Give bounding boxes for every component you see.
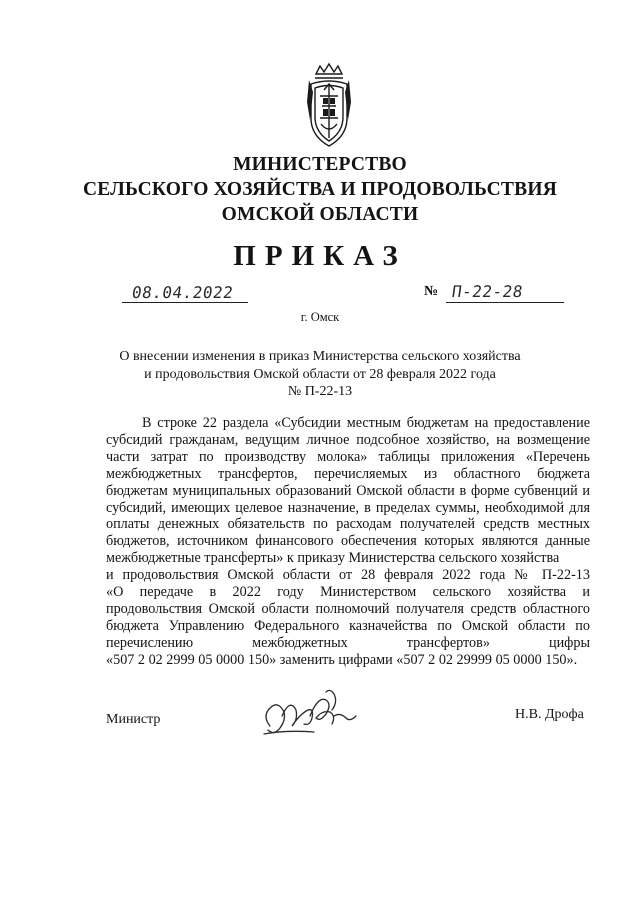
body-line: и продовольствия Омской области от 28 февраля 2022 года № П-22-13	[106, 567, 590, 584]
subject-line-2: и продовольствия Омской области от 28 февраля 2022 года	[144, 366, 496, 382]
ministry-name-line-1: МИНИСТЕРСТВО	[233, 154, 407, 175]
body-line: субсидий гражданам, ведущим личное подсобное хозяйство, на возмещение	[106, 431, 590, 448]
ministry-name-line-3: ОМСКОЙ ОБЛАСТИ	[221, 204, 419, 225]
subject-line-1: О внесении изменения в приказ Министерства сельского хозяйства	[119, 349, 521, 364]
handwritten-signature-icon	[256, 686, 360, 746]
document-type-title: ПРИКАЗ	[233, 240, 407, 272]
signatory-role: Министр	[106, 712, 161, 727]
body-line: межбюджетных трансфертов, перечисляемых из областного бюджета	[106, 465, 590, 482]
body-line: бюджета Управлению Федерального казначейства по Омской области по	[106, 617, 590, 634]
body-line: В строке 22 раздела «Субсидии местным бюджетам на предоставление	[142, 415, 590, 431]
order-date: 08.04.2022	[130, 283, 235, 302]
order-subject	[0, 348, 640, 401]
order-body	[106, 415, 590, 669]
omsk-coat-of-arms-icon	[304, 62, 354, 148]
signatory-name: Н.В. Дрофа	[515, 707, 584, 722]
order-number-field	[446, 280, 564, 303]
body-line: бюджетов, источником финансового обеспечения которых являются данные	[106, 533, 590, 550]
body-line: межбюджетные трансферты» к приказу Министерства сельского хозяйства	[106, 550, 560, 567]
issue-city: г. Омск	[300, 310, 340, 324]
body-line: продовольствия Омской области полномочий получателя средств областного	[106, 600, 590, 617]
body-line: части затрат по производству молока» таблицы приложения «Перечень	[106, 448, 590, 465]
ministry-name-line-2: СЕЛЬСКОГО ХОЗЯЙСТВА И ПРОДОВОЛЬСТВИЯ	[83, 179, 557, 200]
body-line: оплаты денежных обязательств по расходам получателей средств местных	[106, 516, 590, 533]
order-date-field	[122, 280, 248, 303]
body-line: «507 2 02 2999 05 0000 150» заменить цифрами «507 2 02 29999 05 0000 150».	[106, 651, 578, 668]
number-sign: №	[424, 284, 439, 299]
subject-line-3: № П-22-13	[287, 384, 353, 399]
order-number: П-22-28	[450, 282, 525, 301]
ministry-name	[0, 152, 640, 227]
body-line: «О передаче в 2022 году Министерством сельского хозяйства и	[106, 584, 590, 601]
body-line: перечислению межбюджетных трансфертов» цифры	[106, 634, 590, 651]
body-line: субсидий, имеющих целевое назначение, в пределах суммы, необходимой для	[106, 499, 590, 516]
body-line: бюджетам муниципальных образований Омской области в форме субвенций и	[106, 482, 590, 499]
